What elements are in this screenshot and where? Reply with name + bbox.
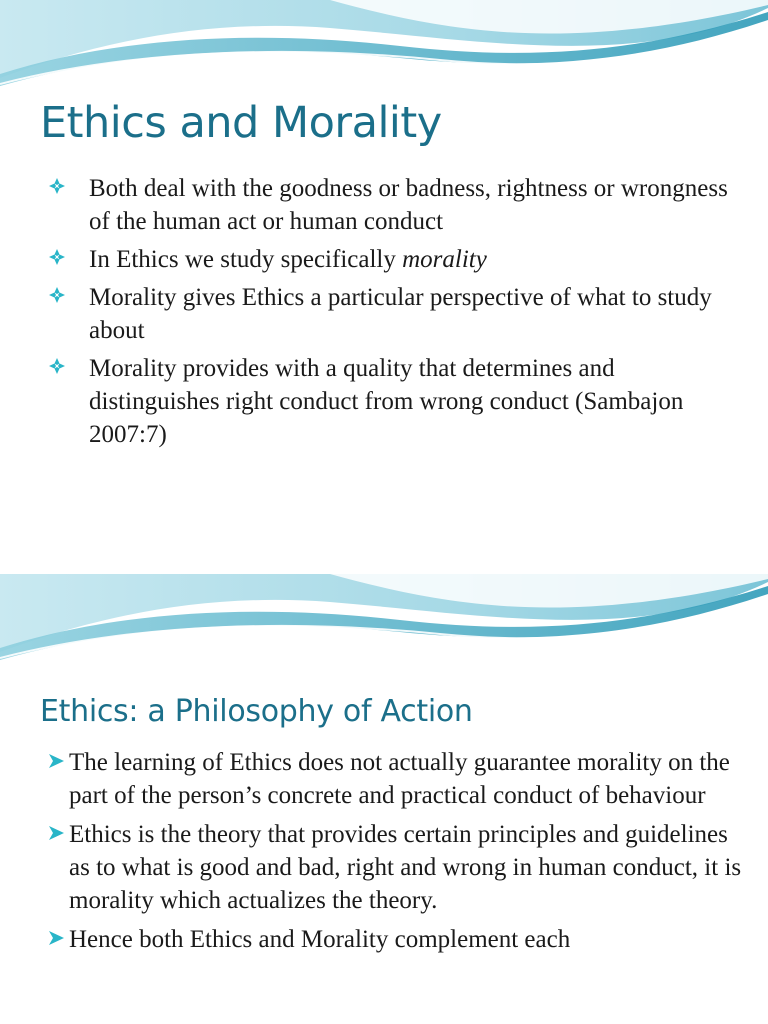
slide-separator <box>0 560 768 574</box>
bullet-text: In Ethics we study specifically <box>89 246 403 273</box>
bullet-text: The learning of Ethics does not actually guarantee morality on the part of the person’s concrete and practical conduct of behaviour <box>69 749 730 809</box>
bullet-text: Morality gives Ethics a particular perspective of what to study about <box>89 284 712 344</box>
arrow-bullet-icon <box>48 753 65 769</box>
arrow-bullet-icon <box>48 825 65 841</box>
list-item <box>48 818 748 917</box>
arrow-bullet-icon <box>48 930 65 946</box>
list-item <box>48 746 748 812</box>
header-wave-decoration <box>0 574 768 669</box>
slide-title: Ethics: a Philosophy of Action <box>40 694 473 729</box>
list-item <box>48 243 738 276</box>
diamond-bullet-icon <box>48 248 66 266</box>
diamond-bullet-icon <box>48 286 66 304</box>
diamond-bullet-icon <box>48 357 66 375</box>
header-wave-decoration <box>0 0 768 95</box>
list-item <box>48 352 738 451</box>
bullet-list <box>48 746 748 962</box>
list-item <box>48 172 738 238</box>
bullet-emphasis: morality <box>402 246 487 273</box>
diamond-bullet-icon <box>48 177 66 195</box>
slide-philosophy-of-action <box>0 574 768 1024</box>
list-item <box>48 281 738 347</box>
list-item <box>48 923 748 956</box>
bullet-text: Hence both Ethics and Morality complement each <box>69 926 571 953</box>
slide-title: Ethics and Morality <box>40 98 442 148</box>
bullet-text: Ethics is the theory that provides certain principles and guidelines as to what is good and bad, right and wrong in human conduct, it is morality which actualizes the theory. <box>69 821 742 914</box>
bullet-text: Both deal with the goodness or badness, rightness or wrongness of the human act or human conduct <box>89 175 728 235</box>
bullet-list <box>48 172 738 456</box>
bullet-text: Morality provides with a quality that determines and distinguishes right conduct from wrong conduct (Sambajon 2007:7) <box>89 355 684 448</box>
